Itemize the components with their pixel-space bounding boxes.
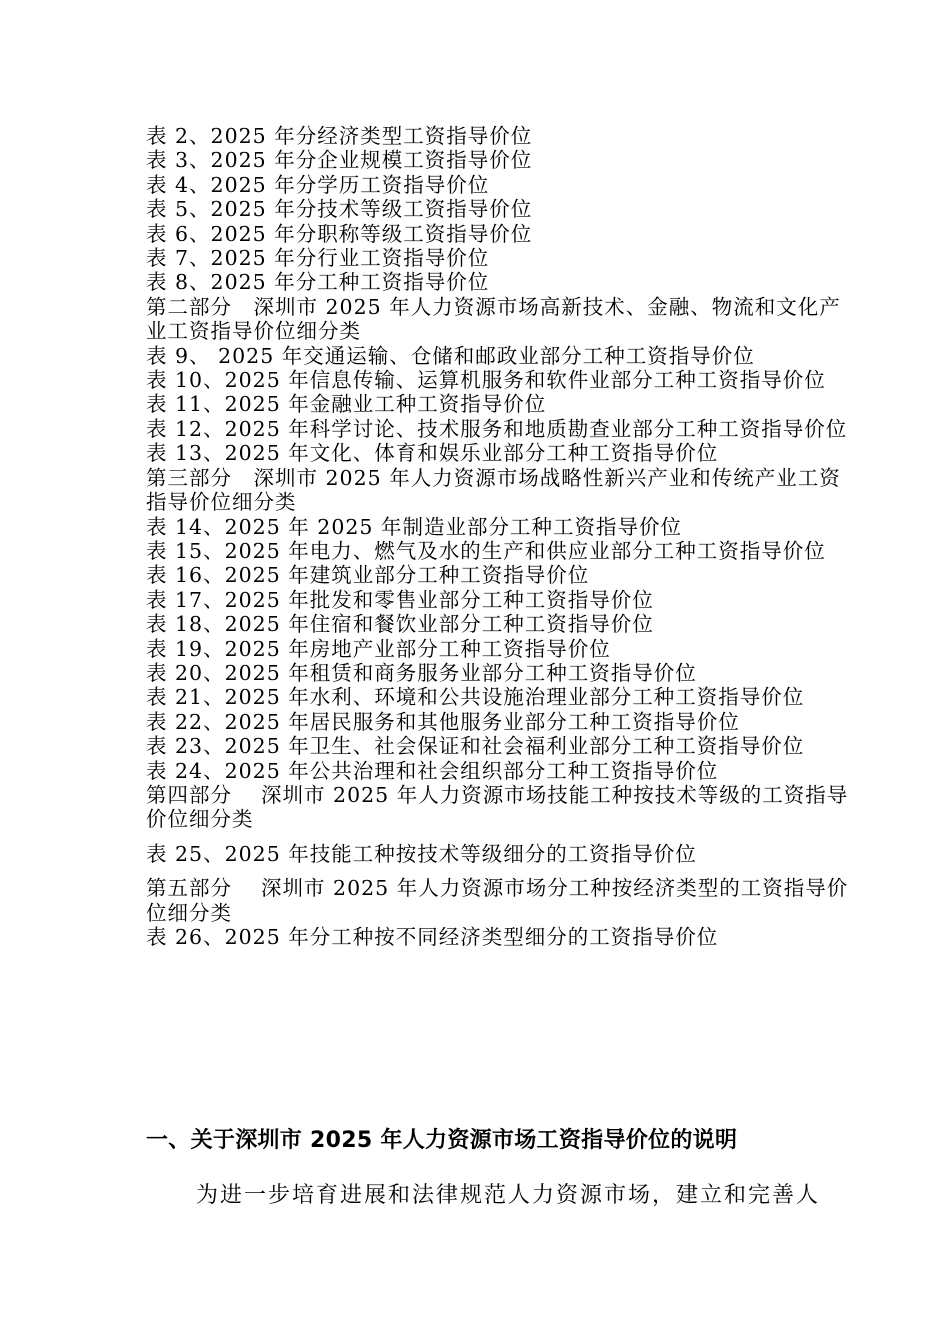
toc-part-heading: 第五部分 深圳市 2025 年人力资源市场分工种按经济类型的工资指导价位细分类 [146, 876, 849, 925]
toc-item: 表 15、2025 年电力、燃气及水的生产和供应业部分工种工资指导价位 [146, 538, 826, 563]
table-of-contents [146, 124, 862, 949]
spacer [146, 866, 862, 876]
toc-item: 表 25、2025 年技能工种按技术等级细分的工资指导价位 [146, 841, 697, 866]
toc-item: 表 9、 2025 年交通运输、仓储和邮政业部分工种工资指导价位 [146, 343, 755, 368]
toc-item: 表 22、2025 年居民服务和其他服务业部分工种工资指导价位 [146, 709, 740, 734]
toc-item: 表 18、2025 年住宿和餐饮业部分工种工资指导价位 [146, 612, 654, 637]
toc-item: 表 26、2025 年分工种按不同经济类型细分的工资指导价位 [146, 925, 719, 949]
body-paragraph: 为进一步培育进展和法律规范人力资源市场，建立和完善人 [196, 1183, 821, 1208]
toc-item: 表 14、2025 年 2025 年制造业部分工种工资指导价位 [146, 514, 682, 539]
toc-item: 表 21、2025 年水利、环境和公共设施治理业部分工种工资指导价位 [146, 685, 805, 710]
toc-item: 表 19、2025 年房地产业部分工种工资指导价位 [146, 636, 611, 661]
toc-item: 表 2、2025 年分经济类型工资指导价位 [146, 124, 533, 148]
section-heading: 一、关于深圳市 2025 年人力资源市场工资指导价位的说明 [146, 1128, 738, 1153]
spacer [146, 832, 862, 842]
toc-item: 表 17、2025 年批发和零售业部分工种工资指导价位 [146, 587, 654, 612]
toc-item: 表 16、2025 年建筑业部分工种工资指导价位 [146, 563, 590, 588]
toc-item: 表 23、2025 年卫生、社会保证和社会福利业部分工种工资指导价位 [146, 734, 805, 759]
toc-part-heading: 第三部分 深圳市 2025 年人力资源市场战略性新兴产业和传统产业工资指导价位细分类 [146, 465, 841, 515]
toc-part-heading: 第四部分 深圳市 2025 年人力资源市场技能工种按技术等级的工资指导价位细分类 [146, 782, 849, 832]
toc-item: 表 20、2025 年租赁和商务服务业部分工种工资指导价位 [146, 660, 697, 685]
toc-item: 表 10、2025 年信息传输、运算机服务和软件业部分工种工资指导价位 [146, 368, 826, 393]
toc-item: 表 5、2025 年分技术等级工资指导价位 [146, 197, 533, 222]
toc-item: 表 11、2025 年金融业工种工资指导价位 [146, 392, 547, 417]
toc-item: 表 7、2025 年分行业工资指导价位 [146, 246, 490, 271]
toc-item: 表 12、2025 年科学讨论、技术服务和地质勘查业部分工种工资指导价位 [146, 416, 848, 441]
toc-part-heading: 第二部分 深圳市 2025 年人力资源市场高新技术、金融、物流和文化产业工资指导价位细分类 [146, 294, 841, 344]
toc-item: 表 3、2025 年分企业规模工资指导价位 [146, 148, 533, 173]
toc-item: 表 24、2025 年公共治理和社会组织部分工种工资指导价位 [146, 758, 719, 783]
toc-item: 表 8、2025 年分工种工资指导价位 [146, 270, 490, 295]
toc-item: 表 4、2025 年分学历工资指导价位 [146, 172, 490, 197]
toc-item: 表 13、2025 年文化、体育和娱乐业部分工种工资指导价位 [146, 441, 719, 466]
toc-item: 表 6、2025 年分职称等级工资指导价位 [146, 221, 533, 246]
